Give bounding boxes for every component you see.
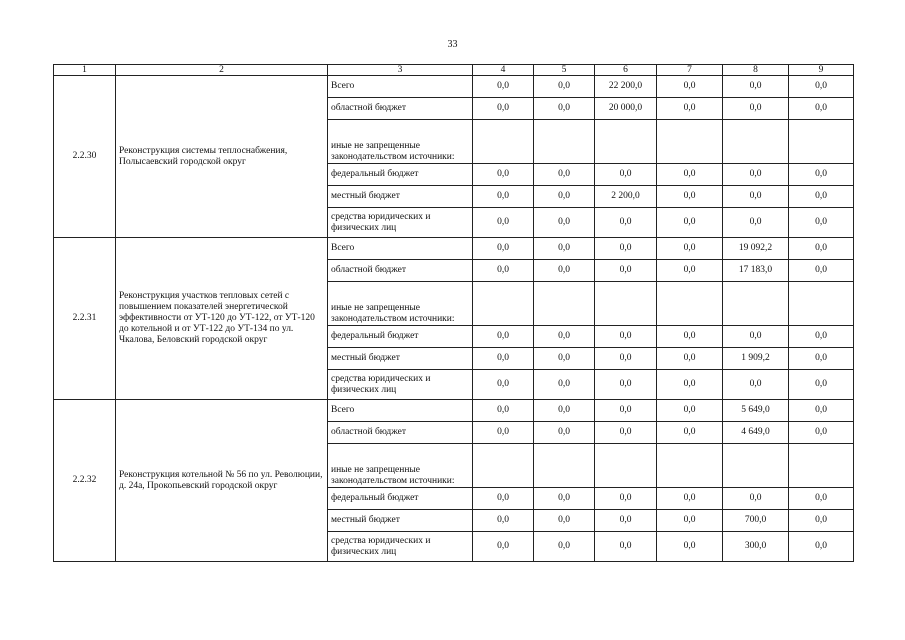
item-name: Реконструкция котельной № 56 по ул. Революции, д. 24а, Прокопьевский городской округ — [116, 400, 328, 562]
value-cell: 0,0 — [534, 370, 595, 400]
funding-source — [328, 238, 473, 260]
value-cell: 0,0 — [789, 238, 854, 260]
value-cell: 0,0 — [534, 76, 595, 98]
value-cell: 0,0 — [534, 164, 595, 186]
funding-source — [328, 370, 473, 400]
value-cell: 0,0 — [595, 326, 657, 348]
page-number: 33 — [447, 39, 458, 50]
funding-source-label: местный бюджет — [331, 515, 400, 525]
value-cell — [595, 444, 657, 488]
value-cell: 700,0 — [723, 510, 789, 532]
value-cell: 0,0 — [534, 208, 595, 238]
value-cell — [657, 282, 723, 326]
value-cell: 0,0 — [789, 164, 854, 186]
value-cell: 0,0 — [595, 348, 657, 370]
value-cell: 0,0 — [595, 164, 657, 186]
value-cell: 0,0 — [789, 348, 854, 370]
table-row — [54, 400, 854, 422]
funding-source-label: местный бюджет — [331, 191, 400, 201]
funding-source — [328, 76, 473, 98]
funding-source — [328, 186, 473, 208]
value-cell: 0,0 — [473, 164, 534, 186]
value-cell: 0,0 — [723, 326, 789, 348]
value-cell: 0,0 — [789, 400, 854, 422]
value-cell: 0,0 — [723, 98, 789, 120]
value-cell: 0,0 — [657, 400, 723, 422]
budget-table — [53, 64, 854, 562]
value-cell: 0,0 — [534, 98, 595, 120]
value-cell: 0,0 — [473, 238, 534, 260]
value-cell: 0,0 — [657, 186, 723, 208]
funding-source — [328, 348, 473, 370]
value-cell: 0,0 — [789, 532, 854, 562]
value-cell: 2 200,0 — [595, 186, 657, 208]
value-cell: 0,0 — [657, 260, 723, 282]
item-code: 2.2.32 — [54, 400, 116, 562]
value-cell: 0,0 — [657, 422, 723, 444]
header-row — [54, 65, 854, 76]
funding-source-label: Всего — [331, 243, 355, 253]
value-cell: 0,0 — [723, 186, 789, 208]
funding-source — [328, 98, 473, 120]
funding-source-label: местный бюджет — [331, 353, 400, 363]
funding-source — [328, 444, 473, 488]
value-cell: 0,0 — [595, 208, 657, 238]
value-cell: 0,0 — [789, 260, 854, 282]
item-name: Реконструкция участков тепловых сетей с повышением показателей энергетической эффективности от УТ-120 до УТ-122, от УТ-120 до котельной и от УТ-122 до УТ-134 по ул. Чкалова, Беловский городской округ — [116, 238, 328, 400]
value-cell: 0,0 — [657, 164, 723, 186]
value-cell — [534, 120, 595, 164]
funding-source-label: средства юридических и физических лиц — [331, 373, 431, 395]
funding-source — [328, 260, 473, 282]
value-cell: 0,0 — [534, 400, 595, 422]
value-cell: 0,0 — [723, 164, 789, 186]
funding-source — [328, 326, 473, 348]
value-cell: 0,0 — [657, 348, 723, 370]
value-cell: 0,0 — [595, 422, 657, 444]
column-header: 8 — [723, 65, 789, 76]
item-code: 2.2.31 — [54, 238, 116, 400]
funding-source — [328, 532, 473, 562]
value-cell: 0,0 — [657, 510, 723, 532]
value-cell: 0,0 — [534, 348, 595, 370]
value-cell: 0,0 — [595, 532, 657, 562]
funding-source-label: средства юридических и физических лиц — [331, 211, 431, 233]
value-cell — [473, 120, 534, 164]
value-cell: 0,0 — [534, 186, 595, 208]
value-cell: 0,0 — [534, 422, 595, 444]
value-cell: 0,0 — [473, 532, 534, 562]
column-header: 4 — [473, 65, 534, 76]
value-cell — [723, 282, 789, 326]
value-cell: 0,0 — [473, 76, 534, 98]
value-cell — [789, 444, 854, 488]
value-cell — [534, 282, 595, 326]
table-row — [54, 238, 854, 260]
value-cell: 0,0 — [595, 238, 657, 260]
value-cell: 0,0 — [595, 260, 657, 282]
value-cell: 0,0 — [657, 532, 723, 562]
funding-source — [328, 208, 473, 238]
value-cell: 0,0 — [473, 488, 534, 510]
value-cell: 0,0 — [657, 326, 723, 348]
value-cell — [657, 444, 723, 488]
value-cell: 0,0 — [595, 370, 657, 400]
value-cell: 0,0 — [595, 510, 657, 532]
funding-source-label: Всего — [331, 81, 355, 91]
value-cell: 20 000,0 — [595, 98, 657, 120]
value-cell: 0,0 — [657, 76, 723, 98]
column-header: 5 — [534, 65, 595, 76]
value-cell — [789, 282, 854, 326]
column-header: 3 — [328, 65, 473, 76]
value-cell: 0,0 — [789, 370, 854, 400]
value-cell — [595, 282, 657, 326]
value-cell: 0,0 — [473, 260, 534, 282]
value-cell: 0,0 — [789, 422, 854, 444]
value-cell: 0,0 — [534, 260, 595, 282]
value-cell: 0,0 — [473, 348, 534, 370]
value-cell: 0,0 — [789, 488, 854, 510]
funding-source — [328, 510, 473, 532]
value-cell: 0,0 — [723, 370, 789, 400]
value-cell: 0,0 — [473, 510, 534, 532]
value-cell: 0,0 — [789, 326, 854, 348]
value-cell: 0,0 — [789, 98, 854, 120]
value-cell — [473, 282, 534, 326]
value-cell: 0,0 — [595, 400, 657, 422]
value-cell: 17 183,0 — [723, 260, 789, 282]
funding-source — [328, 488, 473, 510]
value-cell: 4 649,0 — [723, 422, 789, 444]
value-cell: 0,0 — [657, 370, 723, 400]
funding-source-label: федеральный бюджет — [331, 169, 419, 179]
value-cell: 19 092,2 — [723, 238, 789, 260]
value-cell: 0,0 — [473, 370, 534, 400]
funding-source-label: областной бюджет — [331, 427, 407, 437]
funding-source — [328, 282, 473, 326]
column-header: 7 — [657, 65, 723, 76]
funding-source-label: Всего — [331, 405, 355, 415]
funding-source — [328, 422, 473, 444]
funding-source — [328, 120, 473, 164]
value-cell: 0,0 — [789, 510, 854, 532]
value-cell: 0,0 — [473, 326, 534, 348]
value-cell — [657, 120, 723, 164]
value-cell: 0,0 — [473, 186, 534, 208]
value-cell: 0,0 — [534, 488, 595, 510]
item-code: 2.2.30 — [54, 76, 116, 238]
value-cell — [473, 444, 534, 488]
value-cell: 0,0 — [789, 76, 854, 98]
value-cell: 0,0 — [473, 208, 534, 238]
funding-source — [328, 164, 473, 186]
funding-source-label: средства юридических и физических лиц — [331, 535, 431, 557]
value-cell — [534, 444, 595, 488]
funding-source-label: областной бюджет — [331, 265, 407, 275]
value-cell: 0,0 — [657, 98, 723, 120]
funding-source-label: иные не запрещенные законодательством источники: — [331, 141, 455, 162]
value-cell: 0,0 — [723, 488, 789, 510]
value-cell: 0,0 — [534, 532, 595, 562]
funding-source-label: федеральный бюджет — [331, 493, 419, 503]
item-name: Реконструкция системы теплоснабжения, Полысаевский городской округ — [116, 76, 328, 238]
value-cell: 0,0 — [657, 488, 723, 510]
column-header: 9 — [789, 65, 854, 76]
value-cell: 300,0 — [723, 532, 789, 562]
column-header: 1 — [54, 65, 116, 76]
value-cell: 22 200,0 — [595, 76, 657, 98]
value-cell: 0,0 — [534, 510, 595, 532]
value-cell: 0,0 — [534, 238, 595, 260]
value-cell — [789, 120, 854, 164]
funding-source-label: иные не запрещенные законодательством источники: — [331, 303, 455, 324]
value-cell: 0,0 — [473, 98, 534, 120]
funding-source-label: иные не запрещенные законодательством источники: — [331, 465, 455, 486]
value-cell — [723, 444, 789, 488]
value-cell: 0,0 — [473, 400, 534, 422]
funding-source-label: областной бюджет — [331, 103, 407, 113]
value-cell: 0,0 — [595, 488, 657, 510]
value-cell: 0,0 — [657, 208, 723, 238]
value-cell — [595, 120, 657, 164]
column-header: 6 — [595, 65, 657, 76]
value-cell: 0,0 — [789, 208, 854, 238]
value-cell: 0,0 — [723, 208, 789, 238]
table-row — [54, 76, 854, 98]
value-cell — [723, 120, 789, 164]
value-cell: 0,0 — [657, 238, 723, 260]
value-cell: 0,0 — [723, 76, 789, 98]
column-header: 2 — [116, 65, 328, 76]
value-cell: 0,0 — [473, 422, 534, 444]
funding-source-label: федеральный бюджет — [331, 331, 419, 341]
value-cell: 0,0 — [534, 326, 595, 348]
value-cell: 0,0 — [789, 186, 854, 208]
value-cell: 1 909,2 — [723, 348, 789, 370]
funding-source — [328, 400, 473, 422]
value-cell: 5 649,0 — [723, 400, 789, 422]
